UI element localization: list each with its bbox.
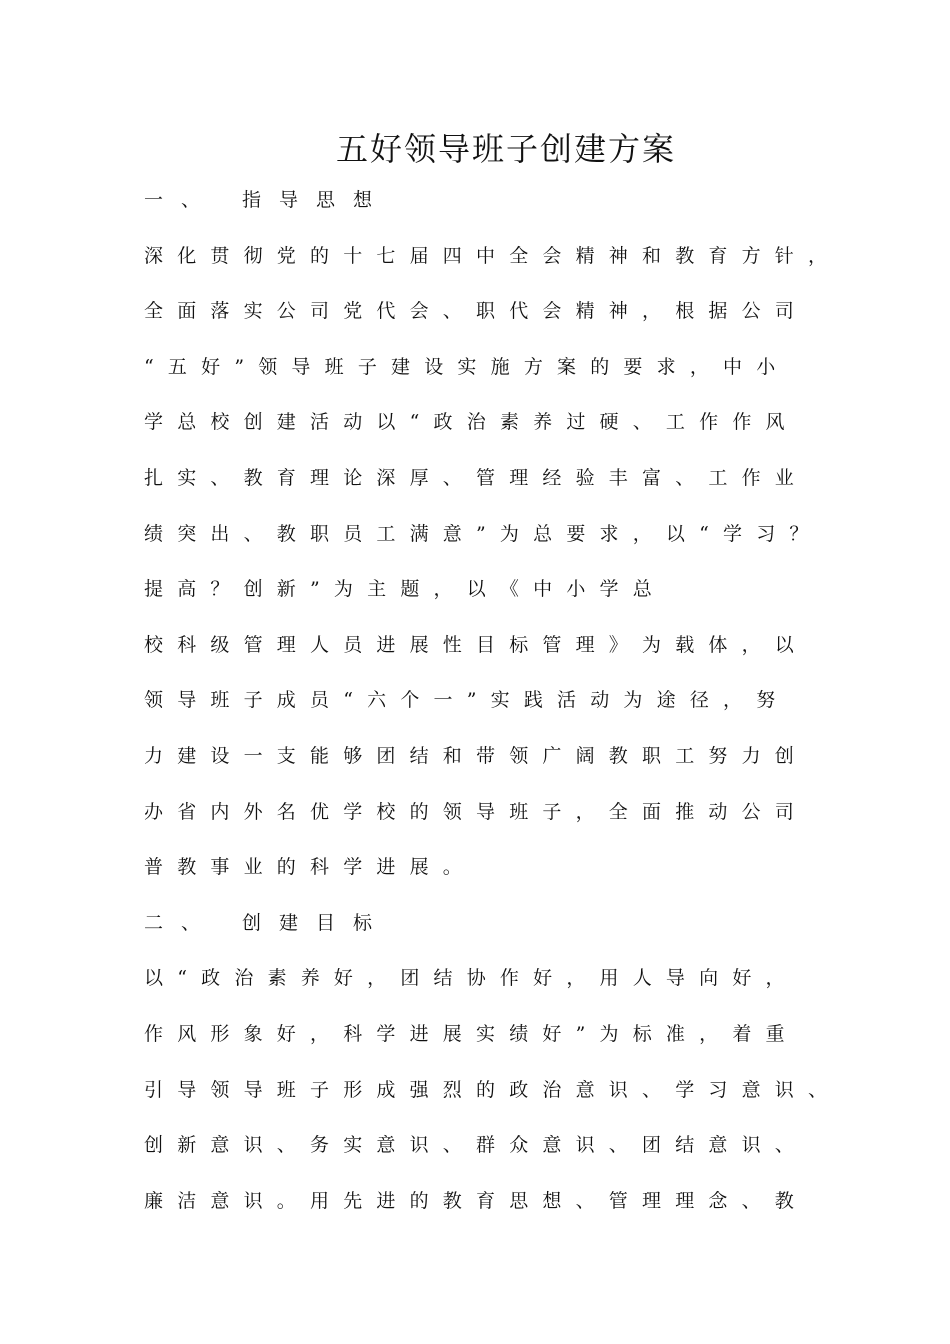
body-line: 绩突出、教职员工满意”为总要求，以“学习？ xyxy=(144,522,823,545)
body-line: 学总校创建活动以“政治素养过硬、工作作风 xyxy=(144,411,799,434)
body-line: 廉洁意识。用先进的教育思想、管理理念、教 xyxy=(144,1189,809,1212)
body-line: 力建设一支能够团结和带领广阔教职工努力创 xyxy=(144,744,809,767)
body-line: 深化贯彻党的十七届四中全会精神和教育方针， xyxy=(144,244,842,267)
body-line: 创新意识、务实意识、群众意识、团结意识、 xyxy=(144,1134,809,1157)
section-heading: 二、 创建目标 xyxy=(144,911,391,934)
document-title: 五好领导班子创建方案 xyxy=(335,130,676,168)
body-line: “五好”领导班子建设实施方案的要求，中小 xyxy=(144,355,790,378)
body-line: 全面落实公司党代会、职代会精神，根据公司 xyxy=(144,300,809,323)
body-line: 扎实、教育理论深厚、管理经验丰富、工作业 xyxy=(144,466,809,489)
body-line: 领导班子成员“六个一”实践活动为途径，努 xyxy=(144,689,790,712)
body-line: 普教事业的科学进展。 xyxy=(144,856,477,879)
body-line: 办省内外名优学校的领导班子，全面推动公司 xyxy=(144,800,809,823)
body-line: 引导领导班子形成强烈的政治意识、学习意识、 xyxy=(144,1078,842,1101)
body-line: 作风形象好，科学进展实绩好”为标准，着重 xyxy=(144,1022,799,1045)
body-line: 以“政治素养好，团结协作好，用人导向好， xyxy=(144,967,799,990)
body-line: 校科级管理人员进展性目标管理》为载体，以 xyxy=(144,633,809,656)
document-body xyxy=(144,184,864,1240)
section-heading: 一、 指导思想 xyxy=(144,189,391,211)
body-line: 提高？创新”为主题，以《中小学总 xyxy=(144,578,666,601)
